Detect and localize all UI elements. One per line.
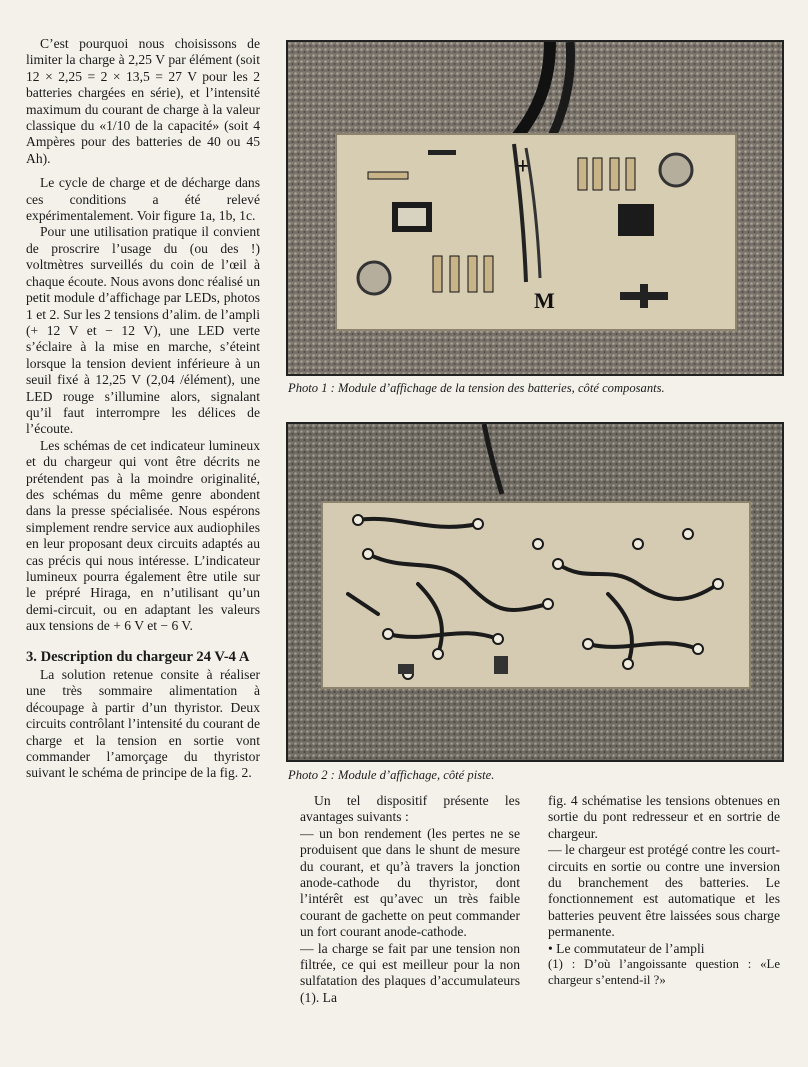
paragraph: Pour une utilisation pratique il convient de proscrire l’usage du (ou des !) voltmètres surveillés du coin de l’œil à chaque écoute. Nous avons donc réalisé un petit module d’affichage par LEDs, photos 1 et 2. Sur les 2 tensions d’alim. de l’ampli (+ 12 V et − 12 V), une LED verte s’éclaire à la mise en marche, s’éteint lorsque la tension devient inférieure à un seuil fixé à 12,25 V (2,04 /élément), une LED rouge s’illumine alors, signalant qu’il faut interrompre les délices de l’écoute. (26, 224, 260, 437)
paragraph: — un bon rendement (les pertes ne se produisent que dans le shunt de mesure du courant, et qu’à travers la jonction anode-cathode du thyristor, dont l’intérêt est qu’avec un très faible courant de gachette on peut commander un fort courant anode-cathode. (300, 825, 520, 940)
footnote: (1) : D’où l’angoissante question : «Le chargeur s’entend-il ?» (548, 957, 780, 987)
paragraph: • Le commutateur de l’ampli (548, 940, 705, 956)
paragraph: — la charge se fait par une tension non filtrée, ce qui est meilleur pour la non sulfatation des plaques d’accumulateurs (1). La (300, 940, 520, 1005)
paragraph: Le cycle de charge et de décharge dans ces conditions a été relevé expérimentalement. Voir figure 1a, 1b, 1c. (26, 175, 260, 224)
paragraph: La solution retenue consite à réaliser une très sommaire alimentation à découpage à partir d’un thyristor. Deux circuits contrôlant l’intensité du courant de charge et la tension en sortie vont commander l’amorçage du thyristor suivant le schéma de principe de la fig. 2. (26, 667, 260, 781)
section-heading: 3. Description du chargeur 24 V-4 A (26, 648, 250, 665)
photo-caption: Photo 2 : Module d’affichage, côté piste. (288, 768, 495, 782)
paragraph: C’est pourquoi nous choisissons de limiter la charge à 2,25 V par élément (soit 12 × 2,25 = 2 × 13,5 = 27 V pour les 2 batteries chargées en série), et l’intensité maximum du courant de charge à la valeur classique du «1/10 de la capacité» (soit 4 Ampères pour des batteries de 40 ou 45 Ah). (26, 36, 260, 166)
middle-text-column (300, 793, 520, 1006)
paragraph: Les schémas de cet indicateur lumineux et du chargeur qui vont être décrits ne prétendent pas à la moindre originalité, des schémas du même genre abondent dans la presse spécialisée. Nous espérons simplement rendre service aux audiophiles en leur proposant deux circuits adaptés au cas précis qui nous intéresse. L’indicateur lumineux pourra également être utile sur le prépré Hiraga, en n’utilisant qu’un demi-circuit, ou en adaptant les valeurs aux tensions de + 6 V et − 6 V. (26, 437, 260, 634)
left-text-column (26, 36, 260, 782)
photo-component-side (286, 40, 784, 376)
m-mark: M (534, 288, 555, 313)
right-text-column (548, 793, 780, 988)
paragraph: — le chargeur est protégé contre les court-circuits en sortie ou contre une inversion du branchement des batteries. Le fonctionnement est automatique et les batteries peuvent être laissées sous charge permanente. (548, 842, 780, 940)
paragraph: fig. 4 schématise les tensions obtenues en sortie du pont redresseur et en sortrie de chargeur. (548, 793, 780, 841)
plus-mark: + (516, 154, 530, 180)
photo-track-side (286, 422, 784, 762)
paragraph: Un tel dispositif présente les avantages suivants : (300, 793, 520, 825)
photo-caption: Photo 1 : Module d’affichage de la tension des batteries, côté composants. (288, 381, 665, 395)
